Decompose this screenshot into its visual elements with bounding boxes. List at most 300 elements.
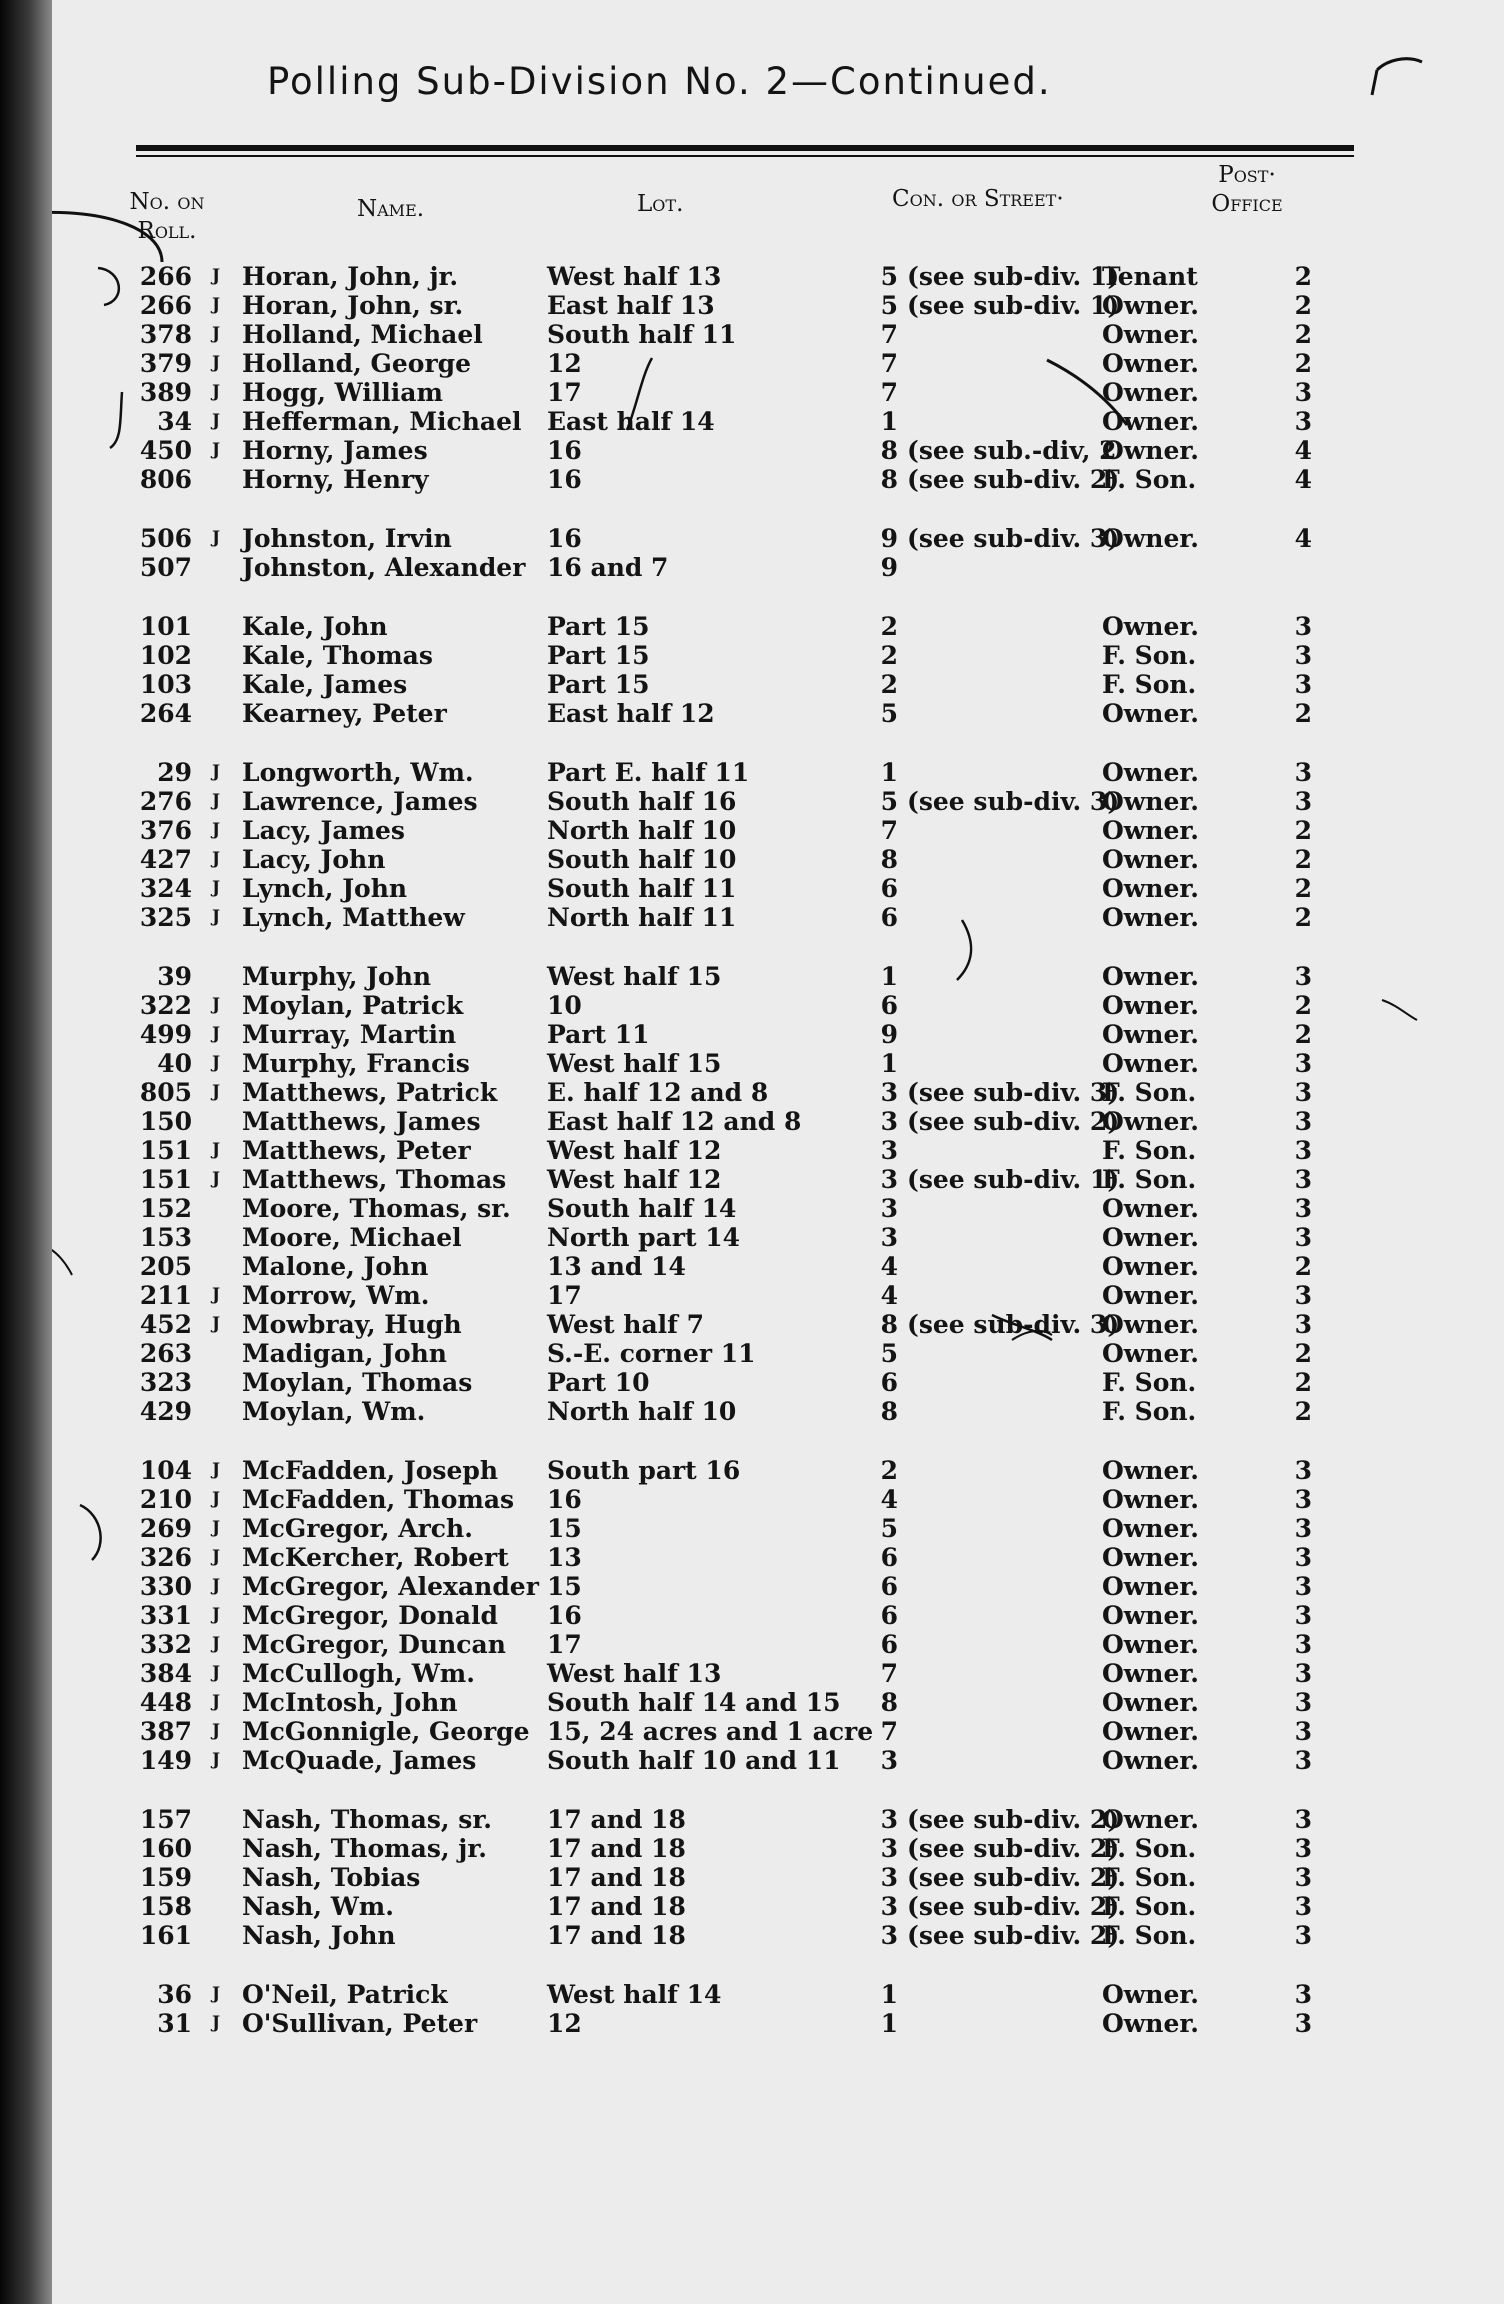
lot: 17 and 18 — [547, 1805, 686, 1834]
voter-status: Owner. — [1102, 2009, 1199, 2038]
concession: 6 — [880, 1601, 898, 1630]
concession: 8 — [880, 436, 898, 465]
juror-mark: J — [211, 791, 221, 811]
lot: West half 15 — [547, 1049, 722, 1078]
concession: 3 — [880, 1136, 898, 1165]
sub-division-note: (see sub-div. 1) — [907, 262, 1120, 291]
post-office: 3 — [1294, 758, 1312, 787]
lot: 17 and 18 — [547, 1834, 686, 1863]
sub-division-note: (see sub-div. 2) — [907, 465, 1120, 494]
voter-name: Hefferman, Michael — [242, 407, 522, 436]
roll-number: 507 — [139, 553, 192, 582]
voter-status: F. Son. — [1102, 1834, 1197, 1863]
voter-name: Matthews, Peter — [242, 1136, 471, 1165]
table-row — [52, 641, 1504, 670]
voter-status: Owner. — [1102, 1339, 1199, 1368]
roll-number: 450 — [139, 436, 192, 465]
lot: Part E. half 11 — [547, 758, 750, 787]
juror-mark: J — [211, 1750, 221, 1770]
pen-mark — [1372, 70, 1377, 95]
table-row — [52, 699, 1504, 728]
lot: Part 10 — [547, 1368, 650, 1397]
book-binding-edge — [0, 0, 52, 2304]
roll-number: 323 — [139, 1368, 192, 1397]
lot: 17 — [547, 1281, 582, 1310]
voter-name: Johnston, Irvin — [242, 524, 452, 553]
roll-number: 104 — [139, 1456, 192, 1485]
post-office: 2 — [1294, 1252, 1312, 1281]
juror-mark: J — [211, 995, 221, 1015]
post-office: 3 — [1294, 1310, 1312, 1339]
voter-name: McGonnigle, George — [242, 1717, 530, 1746]
post-office: 3 — [1294, 1543, 1312, 1572]
post-office: 3 — [1294, 1659, 1312, 1688]
juror-mark: J — [211, 1518, 221, 1538]
voter-status: Owner. — [1102, 524, 1199, 553]
juror-mark: J — [211, 353, 221, 373]
roll-number: 806 — [139, 465, 192, 494]
document-page — [52, 0, 1504, 2304]
sub-division-note: (see sub-div. 1) — [907, 291, 1120, 320]
page-title: Polling Sub-Division No. 2—Continued. — [267, 60, 1052, 103]
table-row — [52, 291, 1504, 320]
voter-name: Lawrence, James — [242, 787, 478, 816]
concession: 2 — [880, 670, 898, 699]
roll-number: 102 — [139, 641, 192, 670]
lot: South half 11 — [547, 320, 737, 349]
post-office: 2 — [1294, 349, 1312, 378]
roll-number: 159 — [139, 1863, 192, 1892]
roll-number: 263 — [139, 1339, 192, 1368]
lot: 17 — [547, 1630, 582, 1659]
roll-number: 325 — [139, 903, 192, 932]
concession: 1 — [880, 407, 898, 436]
juror-mark: J — [211, 1692, 221, 1712]
table-row — [52, 1980, 1504, 2009]
voter-status: Owner. — [1102, 787, 1199, 816]
voter-status: Owner. — [1102, 1543, 1199, 1572]
post-office: 3 — [1294, 1717, 1312, 1746]
lot: West half 14 — [547, 1980, 722, 2009]
lot: 13 — [547, 1543, 582, 1572]
voter-status: Owner. — [1102, 1049, 1199, 1078]
roll-number: 36 — [157, 1980, 192, 2009]
roll-number: 499 — [139, 1020, 192, 1049]
lot: 13 and 14 — [547, 1252, 686, 1281]
voter-status: Owner. — [1102, 1572, 1199, 1601]
juror-mark: J — [211, 849, 221, 869]
concession: 1 — [880, 962, 898, 991]
concession: 2 — [880, 641, 898, 670]
table-row — [52, 1688, 1504, 1717]
lot: 16 — [547, 465, 582, 494]
post-office: 3 — [1294, 1485, 1312, 1514]
voter-status: Owner. — [1102, 903, 1199, 932]
voter-name: Holland, Michael — [242, 320, 483, 349]
table-row — [52, 612, 1504, 641]
voter-name: Nash, Thomas, jr. — [242, 1834, 487, 1863]
lot: 12 — [547, 349, 582, 378]
voter-status: F. Son. — [1102, 1397, 1197, 1426]
concession: 6 — [880, 1368, 898, 1397]
juror-mark: J — [211, 1721, 221, 1741]
post-office: 3 — [1294, 1746, 1312, 1775]
voter-status: Owner. — [1102, 1746, 1199, 1775]
juror-mark: J — [211, 295, 221, 315]
post-office: 3 — [1294, 1107, 1312, 1136]
table-row — [52, 670, 1504, 699]
roll-number: 427 — [139, 845, 192, 874]
post-office: 2 — [1294, 1397, 1312, 1426]
lot: 16 — [547, 524, 582, 553]
voter-status: Owner. — [1102, 991, 1199, 1020]
post-office: 3 — [1294, 1601, 1312, 1630]
concession: 3 — [880, 1107, 898, 1136]
post-office: 2 — [1294, 1368, 1312, 1397]
roll-number: 152 — [139, 1194, 192, 1223]
voter-name: Murray, Martin — [242, 1020, 457, 1049]
voter-status: Owner. — [1102, 1281, 1199, 1310]
post-office: 3 — [1294, 1078, 1312, 1107]
post-office: 3 — [1294, 962, 1312, 991]
table-row — [52, 1078, 1504, 1107]
voter-status: F. Son. — [1102, 1165, 1197, 1194]
concession: 2 — [880, 1456, 898, 1485]
lot: South half 10 — [547, 845, 737, 874]
post-office: 3 — [1294, 787, 1312, 816]
lot: North half 11 — [547, 903, 737, 932]
roll-number: 40 — [157, 1049, 192, 1078]
post-office: 4 — [1294, 436, 1312, 465]
table-row — [52, 962, 1504, 991]
voter-name: Hogg, William — [242, 378, 443, 407]
voter-status: Owner. — [1102, 1717, 1199, 1746]
lot: East half 12 and 8 — [547, 1107, 802, 1136]
table-row — [52, 1252, 1504, 1281]
concession: 3 — [880, 1223, 898, 1252]
voter-status: Owner. — [1102, 1107, 1199, 1136]
voter-status: F. Son. — [1102, 1368, 1197, 1397]
post-office: 3 — [1294, 2009, 1312, 2038]
sub-division-note: (see sub-div. 2) — [907, 1805, 1120, 1834]
roll-number: 384 — [139, 1659, 192, 1688]
voter-name: Moylan, Wm. — [242, 1397, 426, 1426]
lot: E. half 12 and 8 — [547, 1078, 769, 1107]
voter-name: McKercher, Robert — [242, 1543, 509, 1572]
post-office: 2 — [1294, 816, 1312, 845]
voter-status: Owner. — [1102, 758, 1199, 787]
lot: 16 and 7 — [547, 553, 669, 582]
table-row — [52, 262, 1504, 291]
roll-number: 266 — [139, 262, 192, 291]
juror-mark: J — [211, 878, 221, 898]
header-rule-thick — [136, 145, 1354, 151]
concession: 7 — [880, 1659, 898, 1688]
sub-division-note: (see sub-div. 3) — [907, 524, 1120, 553]
post-office: 4 — [1294, 465, 1312, 494]
lot: 15 — [547, 1572, 582, 1601]
juror-mark: J — [211, 1285, 221, 1305]
concession: 4 — [880, 1281, 898, 1310]
concession: 3 — [880, 1165, 898, 1194]
concession: 8 — [880, 1397, 898, 1426]
voter-name: Nash, Wm. — [242, 1892, 394, 1921]
voter-status: Owner. — [1102, 349, 1199, 378]
post-office: 3 — [1294, 1572, 1312, 1601]
concession: 5 — [880, 787, 898, 816]
table-row — [52, 1630, 1504, 1659]
lot: West half 15 — [547, 962, 722, 991]
post-office: 3 — [1294, 1165, 1312, 1194]
juror-mark: J — [211, 1489, 221, 1509]
voter-name: McQuade, James — [242, 1746, 477, 1775]
post-office: 3 — [1294, 1514, 1312, 1543]
roll-number: 429 — [139, 1397, 192, 1426]
table-row — [52, 436, 1504, 465]
lot: Part 15 — [547, 641, 650, 670]
table-row — [52, 407, 1504, 436]
voter-name: McGregor, Alexander — [242, 1572, 539, 1601]
table-row — [52, 874, 1504, 903]
juror-mark: J — [211, 1169, 221, 1189]
voter-status: Owner. — [1102, 1980, 1199, 2009]
concession: 5 — [880, 291, 898, 320]
concession: 7 — [880, 378, 898, 407]
roll-number: 153 — [139, 1223, 192, 1252]
lot: South half 14 — [547, 1194, 737, 1223]
roll-number: 805 — [139, 1078, 192, 1107]
roll-number: 103 — [139, 670, 192, 699]
post-office: 3 — [1294, 1281, 1312, 1310]
voter-name: Murphy, Francis — [242, 1049, 470, 1078]
roll-number: 149 — [139, 1746, 192, 1775]
concession: 7 — [880, 1717, 898, 1746]
lot: South part 16 — [547, 1456, 741, 1485]
post-office: 3 — [1294, 641, 1312, 670]
voter-name: Matthews, Patrick — [242, 1078, 498, 1107]
juror-mark: J — [211, 1140, 221, 1160]
voter-name: Madigan, John — [242, 1339, 447, 1368]
roll-number: 324 — [139, 874, 192, 903]
voter-name: Moylan, Patrick — [242, 991, 464, 1020]
voter-name: Holland, George — [242, 349, 472, 378]
concession: 3 — [880, 1834, 898, 1863]
post-office: 3 — [1294, 1834, 1312, 1863]
table-row — [52, 787, 1504, 816]
concession: 6 — [880, 874, 898, 903]
juror-mark: J — [211, 1663, 221, 1683]
concession: 9 — [880, 553, 898, 582]
lot: 17 and 18 — [547, 1921, 686, 1950]
juror-mark: J — [211, 266, 221, 286]
sub-division-note: (see sub.-div, 2 — [907, 436, 1117, 465]
sub-division-note: (see sub-div. 2) — [907, 1834, 1120, 1863]
voter-name: McCullogh, Wm. — [242, 1659, 475, 1688]
roll-number: 506 — [139, 524, 192, 553]
juror-mark: J — [211, 1576, 221, 1596]
lot: North part 14 — [547, 1223, 741, 1252]
concession: 6 — [880, 1543, 898, 1572]
table-row — [52, 1223, 1504, 1252]
sub-division-note: (see sub-div. 2) — [907, 1892, 1120, 1921]
post-office: 3 — [1294, 378, 1312, 407]
roll-number: 34 — [157, 407, 192, 436]
post-office: 2 — [1294, 699, 1312, 728]
concession: 1 — [880, 1049, 898, 1078]
concession: 4 — [880, 1252, 898, 1281]
post-office: 3 — [1294, 1805, 1312, 1834]
post-office: 3 — [1294, 1688, 1312, 1717]
table-row — [52, 1136, 1504, 1165]
voter-name: Malone, John — [242, 1252, 429, 1281]
voter-status: Owner. — [1102, 1020, 1199, 1049]
lot: 17 and 18 — [547, 1863, 686, 1892]
juror-mark: J — [211, 820, 221, 840]
lot: East half 12 — [547, 699, 715, 728]
roll-number: 264 — [139, 699, 192, 728]
voter-status: Owner. — [1102, 1659, 1199, 1688]
voter-status: F. Son. — [1102, 1921, 1197, 1950]
lot: 15 — [547, 1514, 582, 1543]
concession: 6 — [880, 1572, 898, 1601]
concession: 6 — [880, 1630, 898, 1659]
concession: 6 — [880, 903, 898, 932]
voter-status: Owner. — [1102, 407, 1199, 436]
table-row — [52, 1863, 1504, 1892]
lot: South half 16 — [547, 787, 737, 816]
lot: Part 11 — [547, 1020, 650, 1049]
voter-status: Owner. — [1102, 612, 1199, 641]
table-row — [52, 1368, 1504, 1397]
voter-status: F. Son. — [1102, 1078, 1197, 1107]
voter-name: Morrow, Wm. — [242, 1281, 430, 1310]
post-office: 3 — [1294, 612, 1312, 641]
juror-mark: J — [211, 1024, 221, 1044]
voter-status: Owner. — [1102, 962, 1199, 991]
table-row — [52, 991, 1504, 1020]
voter-status: Owner. — [1102, 436, 1199, 465]
concession: 3 — [880, 1194, 898, 1223]
table-row — [52, 378, 1504, 407]
voter-name: Nash, Tobias — [242, 1863, 421, 1892]
voter-status: F. Son. — [1102, 641, 1197, 670]
voter-name: Moore, Michael — [242, 1223, 462, 1252]
roll-number: 330 — [139, 1572, 192, 1601]
juror-mark: J — [211, 907, 221, 927]
table-row — [52, 1165, 1504, 1194]
table-row — [52, 1746, 1504, 1775]
voter-status: Owner. — [1102, 1601, 1199, 1630]
juror-mark: J — [211, 762, 221, 782]
post-office: 2 — [1294, 1339, 1312, 1368]
table-row — [52, 1514, 1504, 1543]
roll-number: 379 — [139, 349, 192, 378]
lot: 15, 24 acres and 1 acre — [547, 1717, 874, 1746]
concession: 5 — [880, 699, 898, 728]
juror-mark: J — [211, 1634, 221, 1654]
concession: 3 — [880, 1805, 898, 1834]
table-row — [52, 1834, 1504, 1863]
voter-status: Owner. — [1102, 1485, 1199, 1514]
sub-division-note: (see sub-div. 3) — [907, 1310, 1120, 1339]
concession: 4 — [880, 1485, 898, 1514]
lot: 16 — [547, 1601, 582, 1630]
voter-name: Moylan, Thomas — [242, 1368, 473, 1397]
lot: 17 and 18 — [547, 1892, 686, 1921]
roll-number: 448 — [139, 1688, 192, 1717]
sub-division-note: (see sub-div. 2) — [907, 1107, 1120, 1136]
voter-status: F. Son. — [1102, 1136, 1197, 1165]
lot: South half 14 and 15 — [547, 1688, 841, 1717]
post-office: 3 — [1294, 1136, 1312, 1165]
voter-status: Owner. — [1102, 291, 1199, 320]
voter-name: O'Neil, Patrick — [242, 1980, 448, 2009]
roll-number: 389 — [139, 378, 192, 407]
juror-mark: J — [211, 411, 221, 431]
lot: 17 — [547, 378, 582, 407]
sub-division-note: (see sub-div. 3) — [907, 787, 1120, 816]
voter-status: Owner. — [1102, 699, 1199, 728]
concession: 8 — [880, 1688, 898, 1717]
voter-name: Horan, John, jr. — [242, 262, 459, 291]
post-office: 4 — [1294, 524, 1312, 553]
lot: North half 10 — [547, 1397, 737, 1426]
lot: West half 13 — [547, 262, 722, 291]
table-row — [52, 845, 1504, 874]
lot: 16 — [547, 436, 582, 465]
concession: 2 — [880, 612, 898, 641]
voter-status: Owner. — [1102, 1456, 1199, 1485]
lot: S.-E. corner 11 — [547, 1339, 756, 1368]
roll-number: 326 — [139, 1543, 192, 1572]
voter-name: Mowbray, Hugh — [242, 1310, 462, 1339]
post-office: 3 — [1294, 407, 1312, 436]
voter-name: Horny, Henry — [242, 465, 429, 494]
voter-status: Owner. — [1102, 320, 1199, 349]
table-row — [52, 1107, 1504, 1136]
juror-mark: J — [211, 2013, 221, 2033]
sub-division-note: (see sub-div. 3) — [907, 1078, 1120, 1107]
voter-status: Owner. — [1102, 874, 1199, 903]
voter-name: McGregor, Duncan — [242, 1630, 506, 1659]
roll-number: 161 — [139, 1921, 192, 1950]
concession: 9 — [880, 524, 898, 553]
voter-name: Longworth, Wm. — [242, 758, 474, 787]
post-office: 3 — [1294, 670, 1312, 699]
voter-name: Kearney, Peter — [242, 699, 447, 728]
voter-status: Tenant — [1102, 262, 1198, 291]
juror-mark: J — [211, 1605, 221, 1625]
lot: West half 12 — [547, 1165, 722, 1194]
concession: 8 — [880, 1310, 898, 1339]
roll-number: 150 — [139, 1107, 192, 1136]
voter-status: Owner. — [1102, 816, 1199, 845]
concession: 8 — [880, 845, 898, 874]
voter-status: Owner. — [1102, 378, 1199, 407]
table-row — [52, 320, 1504, 349]
table-row — [52, 816, 1504, 845]
sub-division-note: (see sub-div. 2) — [907, 1863, 1120, 1892]
lot: North half 10 — [547, 816, 737, 845]
post-office: 3 — [1294, 1630, 1312, 1659]
voter-name: Nash, John — [242, 1921, 396, 1950]
roll-number: 452 — [139, 1310, 192, 1339]
voter-name: Murphy, John — [242, 962, 432, 991]
roll-number: 331 — [139, 1601, 192, 1630]
table-row — [52, 1572, 1504, 1601]
juror-mark: J — [211, 1547, 221, 1567]
voter-status: Owner. — [1102, 1194, 1199, 1223]
